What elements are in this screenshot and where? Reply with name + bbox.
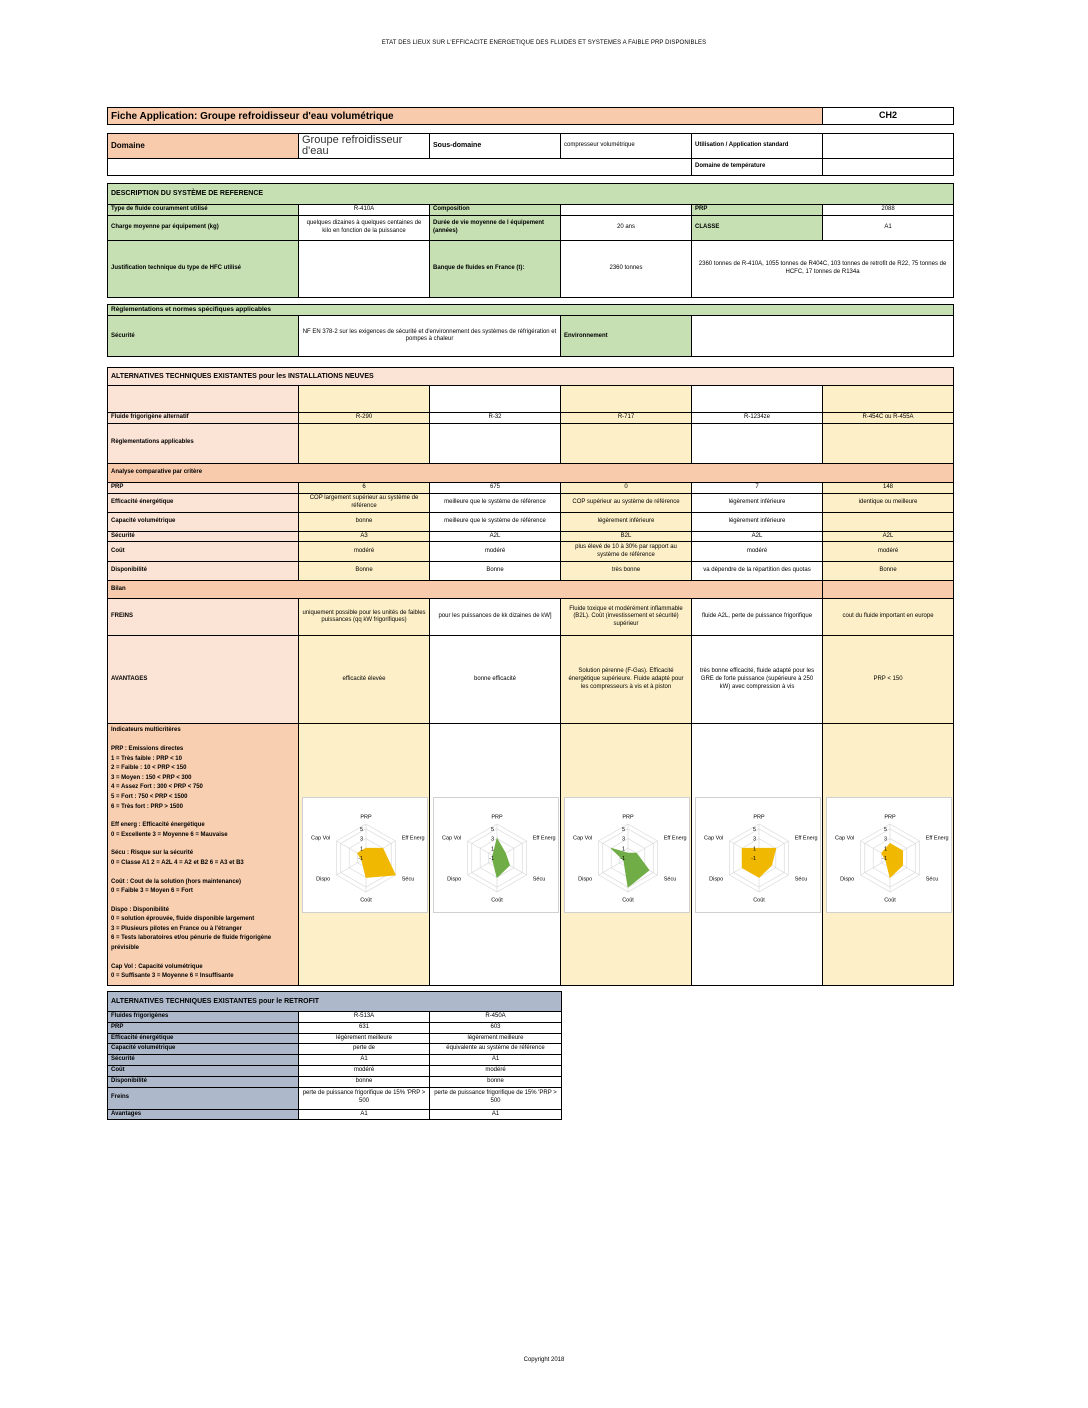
- radar-tick-label: 3: [359, 836, 363, 843]
- radar-svg: [696, 798, 822, 914]
- justification-label: Justification technique du type de HFC utilisé: [108, 240, 299, 297]
- radar-axis-label: Dispo: [447, 876, 462, 883]
- radar-tick-label: -1: [882, 855, 887, 862]
- retrofit-value-r450a: perte de puissance frigorifique de 15% 'PRP > 500: [430, 1087, 562, 1109]
- radar-axis-label: Sécu: [925, 876, 939, 883]
- radar-axis-label: Cap Vol: [703, 835, 724, 842]
- retrofit-row: [108, 1055, 562, 1066]
- radar-axis-label: PRP: [753, 814, 765, 821]
- environment-label: Environnement: [561, 316, 692, 357]
- alt-avantages-2: bonne efficacité: [430, 636, 561, 724]
- analysis-title: Analyse comparative par critère: [108, 463, 954, 482]
- alt-freins-2: pour les puissances de kk dizaines de kW]: [430, 599, 561, 636]
- radar-axis-label: PRP: [884, 814, 896, 821]
- radar-tick-label: 5: [752, 826, 756, 833]
- radar-svg: [827, 798, 953, 914]
- radar-svg: [434, 798, 560, 914]
- retrofit-row: [108, 1109, 562, 1120]
- alt-eff-3: COP supérieur au système de référence: [561, 493, 692, 512]
- fluid-bank-detail: 2360 tonnes de R-410A, 1055 tonnes de R404C, 103 tonnes de retrofit de R22, 75 tonnes de HCFC, 17 tonnes de R134a: [692, 240, 954, 297]
- radar-svg: [565, 798, 691, 914]
- alt-cout-label: Coût: [108, 542, 299, 562]
- radar-axis-label: Dispo: [709, 876, 724, 883]
- radar-axis-label: Coût: [622, 897, 634, 904]
- radar-tick-label: 1: [359, 846, 363, 853]
- retrofit-value-r513a: R-513A: [299, 1012, 430, 1023]
- ref-prp-value: 2088: [823, 205, 954, 216]
- alt-eff-5: identique ou meilleure: [823, 493, 954, 512]
- composition-label: Composition: [430, 205, 561, 216]
- radar-series-area: [358, 848, 396, 877]
- retrofit-row: [108, 1076, 562, 1087]
- retrofit-value-r450a: modéré: [430, 1065, 562, 1076]
- retrofit-value-r513a: perte de: [299, 1044, 430, 1055]
- radar-axis-label: Cap Vol: [834, 835, 855, 842]
- domain-label: Domaine: [108, 134, 299, 159]
- radar-tick-label: -1: [358, 855, 363, 862]
- alt-fluid-2: R-32: [430, 413, 561, 424]
- retrofit-row: [108, 1065, 562, 1076]
- retrofit-row: [108, 1012, 562, 1023]
- bilan-empty: [823, 581, 954, 599]
- criteria-line: 0 = Excellente 3 = Moyenne 6 = Mauvaise: [111, 831, 228, 838]
- fluid-bank-value: 2360 tonnes: [561, 240, 692, 297]
- alt-cap-5: [823, 512, 954, 531]
- alt-dispo-1: Bonne: [299, 562, 430, 581]
- retrofit-value-r450a: R-450A: [430, 1012, 562, 1023]
- radar-axis-label: Eff Energ: [663, 835, 687, 842]
- alt-avantages-3: Solution pérenne (F-Gas). Efficacité énergétique supérieure. Fluide adapté pour les compresseurs à vis et à piston: [561, 636, 692, 724]
- alt-reg-4: [692, 423, 823, 463]
- retrofit-row-label: Capacité volumétrique: [108, 1044, 299, 1055]
- criteria-line: [111, 869, 295, 878]
- alt-empty-3: [561, 386, 692, 413]
- title-block: [107, 107, 953, 125]
- criteria-line: Cap Vol : Capacité volumétrique: [111, 963, 203, 970]
- retrofit-block: [107, 991, 561, 1120]
- criteria-line: 0 = solution éprouvée, fluide disponible largement: [111, 916, 255, 923]
- alt-cout-2: modéré: [430, 542, 561, 562]
- radar-axis-label: Dispo: [578, 876, 593, 883]
- retrofit-row: [108, 1033, 562, 1044]
- radar-cell-3: [561, 724, 692, 986]
- alt-dispo-4: va dépendre de la répartition des quotas: [692, 562, 823, 581]
- alt-cout-5: modéré: [823, 542, 954, 562]
- alt-prp-label: PRP: [108, 482, 299, 493]
- retrofit-value-r513a: 631: [299, 1022, 430, 1033]
- radar-tick-label: 3: [752, 836, 756, 843]
- alt-freins-4: fluide A2L, perte de puissance frigorifique: [692, 599, 823, 636]
- criteria-line: [111, 897, 295, 906]
- usage-value: [823, 134, 954, 159]
- retrofit-value-r513a: A1: [299, 1055, 430, 1066]
- retrofit-value-r513a: A1: [299, 1109, 430, 1120]
- radar-tick-label: 3: [490, 836, 494, 843]
- criteria-line: Dispo : Disponibilité: [111, 906, 169, 913]
- criteria-line: Eff energ : Efficacité énergétique: [111, 822, 205, 829]
- alt-freins-3: Fluide toxique et modérément inflammable (B2L). Coût (investissement et sécurité) supérieur: [561, 599, 692, 636]
- radar-tick-label: 3: [621, 836, 625, 843]
- justification-value: [299, 240, 430, 297]
- radar-axis-label: Sécu: [401, 876, 415, 883]
- radar-chart-5: [826, 797, 952, 913]
- retrofit-row-label: PRP: [108, 1022, 299, 1033]
- radar-axis-label: Coût: [884, 897, 896, 904]
- radar-chart-1: [302, 797, 428, 913]
- reference-block: [107, 183, 953, 298]
- alternatives-block: [107, 367, 953, 986]
- radar-axis-label: Eff Energ: [532, 835, 556, 842]
- alt-cap-1: bonne: [299, 512, 430, 531]
- alt-reg-label: Règlementations applicables: [108, 423, 299, 463]
- radar-axis-label: Eff Energ: [925, 835, 949, 842]
- alt-prp-3: 0: [561, 482, 692, 493]
- alt-eff-2: meilleure que le système de référence: [430, 493, 561, 512]
- radar-axis-label: Eff Energ: [401, 835, 425, 842]
- radar-chart-3: [564, 797, 690, 913]
- alt-fluid-4: R-1234ze: [692, 413, 823, 424]
- alt-empty-label: [108, 386, 299, 413]
- composition-value: [561, 205, 692, 216]
- retrofit-row-label: Fluides frigorigènes: [108, 1012, 299, 1023]
- radar-axis-label: Dispo: [840, 876, 855, 883]
- radar-axis-label: Sécu: [532, 876, 546, 883]
- alt-secu-3: B2L: [561, 531, 692, 542]
- radar-cell-2: [430, 724, 561, 986]
- charge-value: quelques dizaines à quelques centaines de kilo en fonction de la puissance: [299, 215, 430, 240]
- alt-fluid-label: Fluide frigorigène alternatif: [108, 413, 299, 424]
- alt-dispo-5: Bonne: [823, 562, 954, 581]
- alt-freins-label: FREINS: [108, 599, 299, 636]
- radar-tick-label: 1: [621, 846, 625, 853]
- criteria-line: 0 = Faible 3 = Moyen 6 = Fort: [111, 888, 193, 895]
- radar-tick-label: 5: [621, 826, 625, 833]
- temperature-value: [823, 159, 954, 176]
- radar-tick-label: 3: [883, 836, 887, 843]
- usage-label: Utilisation / Application standard: [692, 134, 823, 159]
- lifetime-value: 20 ans: [561, 215, 692, 240]
- retrofit-rows: [108, 1012, 562, 1120]
- alt-cap-label: Capacité volumétrique: [108, 512, 299, 531]
- radar-chart-4: [695, 797, 821, 913]
- retrofit-row: [108, 1087, 562, 1109]
- temperature-label: Domaine de température: [692, 159, 823, 176]
- alt-reg-5: [823, 423, 954, 463]
- retrofit-row: [108, 1022, 562, 1033]
- radar-tick-label: 5: [883, 826, 887, 833]
- retrofit-title: ALTERNATIVES TECHNIQUES EXISTANTES pour le RETROFIT: [108, 992, 562, 1012]
- domain-block: [107, 133, 953, 176]
- retrofit-value-r450a: A1: [430, 1055, 562, 1066]
- criteria-legend: [108, 724, 299, 986]
- page-header: ETAT DES LIEUX SUR L'EFFICACITE ENERGETIQUE DES FLUIDES ET SYSTEMES A FAIBLE PRP DISPONIBLES: [381, 40, 707, 46]
- retrofit-value-r513a: modéré: [299, 1065, 430, 1076]
- alt-cap-4: légèrement inférieure: [692, 512, 823, 531]
- radar-axis-label: Cap Vol: [441, 835, 462, 842]
- alt-avantages-label: AVANTAGES: [108, 636, 299, 724]
- environment-value: [692, 316, 954, 357]
- alt-reg-1: [299, 423, 430, 463]
- criteria-line: 3 = Plusieurs pilotes en France ou à l'étranger: [111, 925, 242, 932]
- retrofit-value-r450a: 603: [430, 1022, 562, 1033]
- retrofit-row-label: Avantages: [108, 1109, 299, 1120]
- lifetime-label: Durée de vie moyenne de l équipement (années): [430, 215, 561, 240]
- alt-freins-5: cout du fluide important en europe: [823, 599, 954, 636]
- retrofit-value-r450a: bonne: [430, 1076, 562, 1087]
- alt-avantages-4: très bonne efficacité, fluide adapté pour les GRE de forte puissance (supérieure à 250 kW) avec compression à vis: [692, 636, 823, 724]
- alt-secu-4: A2L: [692, 531, 823, 542]
- radar-axis-label: Cap Vol: [572, 835, 593, 842]
- alt-prp-2: 675: [430, 482, 561, 493]
- alt-empty-5: [823, 386, 954, 413]
- radar-axis-label: Dispo: [316, 876, 331, 883]
- alt-secu-1: A3: [299, 531, 430, 542]
- criteria-line: 6 = Très fort : PRP > 1500: [111, 803, 183, 810]
- sheet-title: Fiche Application: Groupe refroidisseur d'eau volumétrique: [108, 108, 823, 125]
- alt-cap-3: légèrement inférieure: [561, 512, 692, 531]
- radar-axis-label: Eff Energ: [794, 835, 818, 842]
- radar-tick-label: 1: [752, 846, 756, 853]
- page-footer: Copyright 2018: [523, 1357, 565, 1363]
- sheet-code: CH2: [823, 108, 954, 125]
- fluid-type-value: R-410A: [299, 205, 430, 216]
- retrofit-value-r513a: perte de puissance frigorifique de 15% 'PRP > 500: [299, 1087, 430, 1109]
- radar-axis-label: PRP: [491, 814, 503, 821]
- criteria-line: 6 = Tests laboratoires et/ou pénurie de fluide frigorigène prévisible: [111, 935, 272, 952]
- regulations-block: [107, 304, 953, 357]
- radar-axis-label: Cap Vol: [310, 835, 331, 842]
- retrofit-row-label: Efficacité énergétique: [108, 1033, 299, 1044]
- subdomain-value: compresseur volumétrique: [561, 134, 692, 159]
- alt-cout-4: modéré: [692, 542, 823, 562]
- alt-dispo-label: Disponibilité: [108, 562, 299, 581]
- criteria-line: [111, 736, 295, 745]
- alt-avantages-1: efficacité élevée: [299, 636, 430, 724]
- retrofit-value-r513a: bonne: [299, 1076, 430, 1087]
- retrofit-row-label: Sécurité: [108, 1055, 299, 1066]
- alt-fluid-5: R-454C ou R-455A: [823, 413, 954, 424]
- radar-chart-2: [433, 797, 559, 913]
- domain-empty-cell: [108, 159, 692, 176]
- alt-freins-1: uniquement possible pour les unités de faibles puissances (qq kW frigorifiques): [299, 599, 430, 636]
- alt-secu-label: Sécurité: [108, 531, 299, 542]
- criteria-line: 4 = Assez Fort : 300 < PRP < 750: [111, 784, 203, 791]
- radar-cell-1: [299, 724, 430, 986]
- alt-fluid-1: R-290: [299, 413, 430, 424]
- alt-empty-1: [299, 386, 430, 413]
- criteria-line: Coût : Cout de la solution (hors maintenance): [111, 878, 242, 885]
- classe-label: CLASSE: [692, 215, 823, 240]
- alt-dispo-2: Bonne: [430, 562, 561, 581]
- alt-cap-2: meilleure que le système de référence: [430, 512, 561, 531]
- radar-tick-label: -1: [620, 855, 625, 862]
- radar-tick-label: 1: [883, 846, 887, 853]
- radar-axis-label: Coût: [360, 897, 372, 904]
- reference-title: DESCRIPTION DU SYSTÈME DE REFERENCE: [108, 184, 954, 205]
- radar-series-area: [611, 848, 649, 887]
- alt-prp-5: 148: [823, 482, 954, 493]
- radar-tick-label: -1: [489, 855, 494, 862]
- retrofit-value-r450a: légèrement meilleure: [430, 1033, 562, 1044]
- retrofit-value-r450a: équivalente au système de référence: [430, 1044, 562, 1055]
- criteria-line: 5 = Fort : 750 < PRP < 1500: [111, 793, 188, 800]
- alt-eff-4: légèrement inférieure: [692, 493, 823, 512]
- security-label: Sécurité: [108, 316, 299, 357]
- domain-value: Groupe refroidisseur d'eau: [299, 134, 430, 159]
- retrofit-value-r450a: A1: [430, 1109, 562, 1120]
- alt-eff-1: COP largement supérieur au système de référence: [299, 493, 430, 512]
- alt-dispo-3: très bonne: [561, 562, 692, 581]
- radar-axis-label: Coût: [753, 897, 765, 904]
- alt-reg-3: [561, 423, 692, 463]
- alt-cout-1: modéré: [299, 542, 430, 562]
- criteria-line: 0 = Classe A1 2 = A2L 4 = A2 et B2 6 = A3 et B3: [111, 859, 244, 866]
- subdomain-label: Sous-domaine: [430, 134, 561, 159]
- alternatives-title: ALTERNATIVES TECHNIQUES EXISTANTES pour les INSTALLATIONS NEUVES: [108, 368, 954, 386]
- retrofit-row-label: Coût: [108, 1065, 299, 1076]
- alt-secu-2: A2L: [430, 531, 561, 542]
- retrofit-row-label: Freins: [108, 1087, 299, 1109]
- retrofit-row: [108, 1044, 562, 1055]
- radar-cell-4: [692, 724, 823, 986]
- bilan-title: Bilan: [108, 581, 823, 599]
- radar-axis-label: PRP: [360, 814, 372, 821]
- alt-empty-4: [692, 386, 823, 413]
- fluid-bank-label: Banque de fluides en France (t):: [430, 240, 561, 297]
- alt-reg-2: [430, 423, 561, 463]
- radar-tick-label: 1: [490, 846, 494, 853]
- regulations-title: Règlementations et normes spécifiques applicables: [108, 305, 954, 316]
- criteria-line: PRP : Emissions directes: [111, 745, 184, 752]
- criteria-line: Sécu : Risque sur la sécurité: [111, 850, 194, 857]
- radar-tick-label: 5: [359, 826, 363, 833]
- ref-prp-label: PRP: [692, 205, 823, 216]
- radar-svg: [303, 798, 429, 914]
- classe-value: A1: [823, 215, 954, 240]
- radar-series-area: [742, 848, 776, 877]
- alt-prp-4: 7: [692, 482, 823, 493]
- criteria-line: 1 = Très faible : PRP < 10: [111, 755, 182, 762]
- fluid-type-label: Type de fluide couramment utilisé: [108, 205, 299, 216]
- radar-axis-label: Sécu: [663, 876, 677, 883]
- alt-secu-5: A2L: [823, 531, 954, 542]
- radar-axis-label: Coût: [491, 897, 503, 904]
- alt-empty-2: [430, 386, 561, 413]
- alt-prp-1: 6: [299, 482, 430, 493]
- radar-cell-5: [823, 724, 954, 986]
- criteria-line: [111, 954, 295, 963]
- criteria-line: [111, 840, 295, 849]
- criteria-line: 2 = Faible : 10 < PRP < 150: [111, 765, 187, 772]
- radar-axis-label: Sécu: [794, 876, 808, 883]
- charge-label: Charge moyenne par équipement (kg): [108, 215, 299, 240]
- criteria-line: 3 = Moyen : 150 < PRP < 300: [111, 774, 192, 781]
- alt-fluid-3: R-717: [561, 413, 692, 424]
- criteria-line: [111, 812, 295, 821]
- radar-tick-label: -1: [751, 855, 756, 862]
- criteria-line: 0 = Suffisante 3 = Moyenne 6 = Insuffisante: [111, 973, 234, 980]
- retrofit-row-label: Disponibilité: [108, 1076, 299, 1087]
- alt-cout-3: plus élevé de 10 à 30% par rapport au système de référence: [561, 542, 692, 562]
- alt-avantages-5: PRP < 150: [823, 636, 954, 724]
- security-value: NF EN 378-2 sur les exigences de sécurité et d'environnement des systèmes de réfrigération et pompes à chaleur: [299, 316, 561, 357]
- radar-tick-label: 5: [490, 826, 494, 833]
- criteria-line: Indicateurs multicritères: [111, 727, 181, 734]
- retrofit-value-r513a: légèrement meilleure: [299, 1033, 430, 1044]
- radar-axis-label: PRP: [622, 814, 634, 821]
- alt-eff-label: Efficacité énergétique: [108, 493, 299, 512]
